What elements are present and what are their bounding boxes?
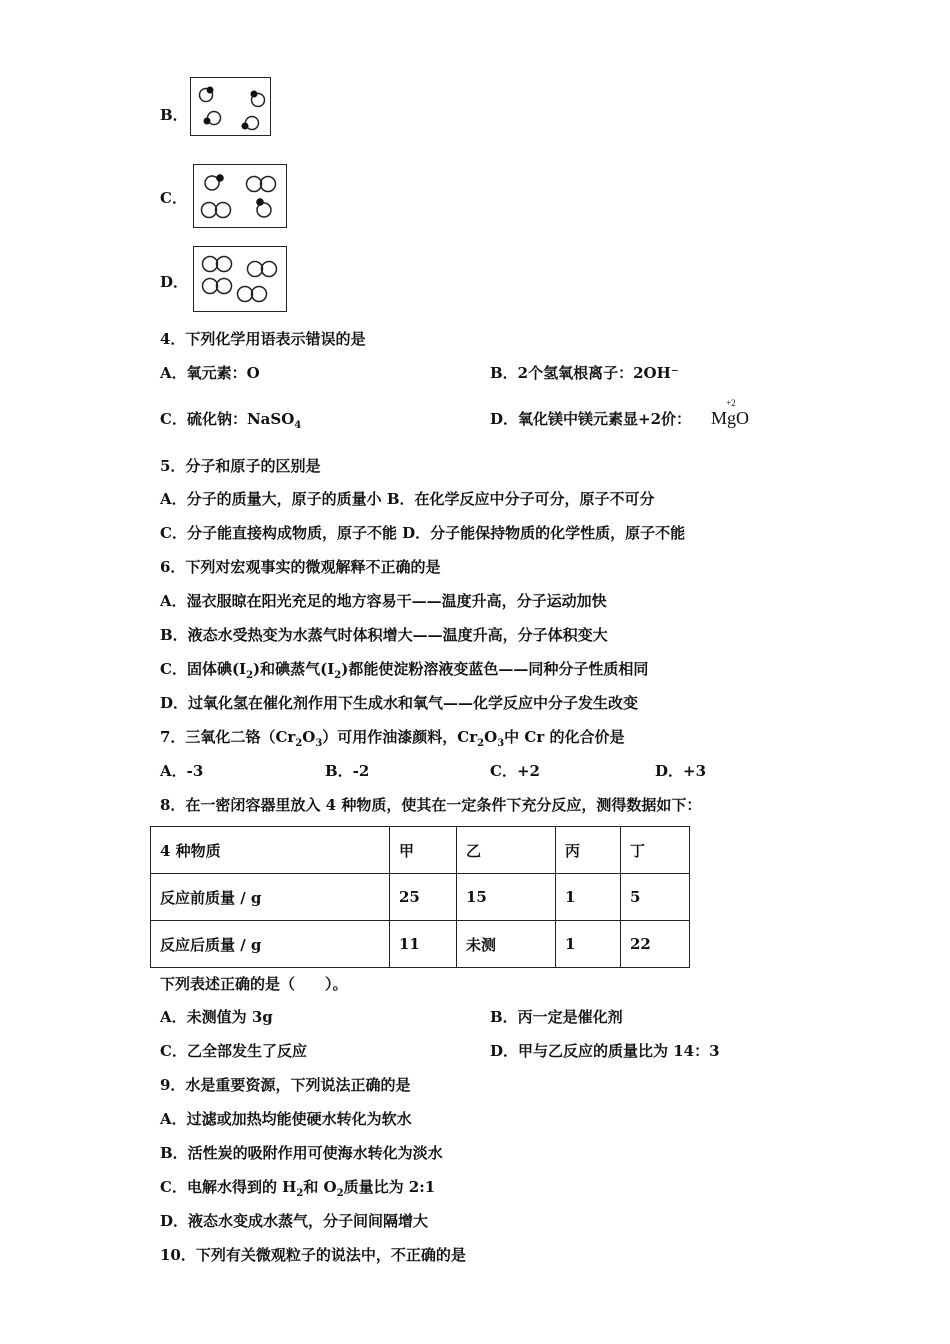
q6-c-sub2: 2: [334, 670, 342, 681]
q7-option-a: A．-3: [160, 762, 204, 780]
table-header-cell: 丁: [621, 827, 690, 874]
q9-stem: 9．水是重要资源，下列说法正确的是: [160, 1076, 411, 1094]
q4-option-a: A．氧元素：O: [160, 364, 260, 382]
q7-stem-sub3: 2: [477, 738, 485, 749]
q7-stem-p2: O: [302, 728, 316, 746]
q10-stem: 10．下列有关微观粒子的说法中，不正确的是: [160, 1246, 466, 1264]
q5-options-cd: C．分子能直接构成物质，原子不能 D．分子能保持物质的化学性质，原子不能: [160, 524, 686, 542]
q9-option-c: [160, 1177, 435, 1204]
q6-option-c: [160, 659, 648, 686]
q9-c-part3: 质量比为 2:1: [343, 1178, 436, 1196]
q8-option-a: A．未测值为 3g: [160, 1008, 273, 1026]
table-header-row: [151, 827, 690, 874]
table-cell: 22: [621, 921, 690, 968]
q8-data-table: [150, 826, 690, 968]
particle-diagram-b-icon: [191, 78, 271, 136]
q6-c-part1: C．固体碘(I: [160, 660, 247, 678]
q6-c-part2: )和碘蒸气(I: [253, 660, 335, 678]
q5-options-ab: A．分子的质量大，原子的质量小 B．在化学反应中分子可分，原子不可分: [160, 490, 655, 508]
table-row: [151, 874, 690, 921]
q7-stem-p4: O: [484, 728, 498, 746]
q9-c-part2: 和 O: [303, 1178, 337, 1196]
q4-option-c-text: C．硫化钠：NaSO: [160, 410, 295, 428]
option-b-label: B．: [160, 106, 188, 124]
option-c-particle-diagram: [193, 164, 287, 228]
q4-option-c: [160, 409, 301, 436]
q7-option-c: C．+2: [490, 762, 540, 780]
q6-stem: 6．下列对宏观事实的微观解释不正确的是: [160, 558, 441, 576]
q7-stem-sub4: 3: [497, 738, 505, 749]
q8-option-b: B．丙一定是催化剂: [490, 1008, 623, 1026]
table-header-cell: 丙: [556, 827, 621, 874]
q6-c-part3: )都能使淀粉溶液变蓝色——同种分子性质相同: [341, 660, 649, 678]
q8-stem: 8．在一密闭容器里放入 4 种物质，使其在一定条件下充分反应，测得数据如下：: [160, 796, 702, 814]
q9-option-d: D．液态水变成水蒸气，分子间间隔增大: [160, 1212, 429, 1230]
q7-option-d: D．+3: [655, 762, 707, 780]
table-cell: 11: [390, 921, 457, 968]
q9-c-sub1: 2: [296, 1188, 304, 1199]
q7-stem-sub1: 2: [295, 738, 303, 749]
q7-stem-p5: 中 Cr 的化合价是: [504, 728, 625, 746]
q8-option-d: D．甲与乙反应的质量比为 14：3: [490, 1042, 720, 1060]
q9-option-b: B．活性炭的吸附作用可使海水转化为淡水: [160, 1144, 443, 1162]
table-cell: 5: [621, 874, 690, 921]
table-cell: 15: [457, 874, 556, 921]
q5-stem: 5．分子和原子的区别是: [160, 457, 321, 475]
q8-prompt: 下列表述正确的是（ ）。: [160, 975, 348, 993]
q7-option-b: B．-2: [325, 762, 370, 780]
q4-option-c-subscript: 4: [294, 420, 302, 431]
table-row: [151, 921, 690, 968]
table-cell: 1: [556, 874, 621, 921]
table-cell: 1: [556, 921, 621, 968]
q7-stem: [160, 727, 624, 754]
q8-option-c: C．乙全部发生了反应: [160, 1042, 307, 1060]
q9-option-a: A．过滤或加热均能使硬水转化为软水: [160, 1110, 412, 1128]
table-cell: 未测: [457, 921, 556, 968]
table-header-cell: 乙: [457, 827, 556, 874]
table-cell: 反应后质量 / g: [151, 921, 390, 968]
q6-option-b: B．液态水受热变为水蒸气时体积增大——温度升高，分子体积变大: [160, 626, 608, 644]
table-cell: 25: [390, 874, 457, 921]
q9-c-sub2: 2: [336, 1188, 344, 1199]
table-cell: 反应前质量 / g: [151, 874, 390, 921]
particle-diagram-d-icon: [194, 247, 287, 312]
q7-stem-p3: ）可用作油漆颜料，Cr: [322, 728, 478, 746]
option-c-label: C．: [160, 189, 187, 207]
q4-option-d-charge: +2: [726, 398, 736, 408]
q6-c-sub1: 2: [246, 670, 254, 681]
q4-option-d-formula: MgO: [711, 408, 750, 428]
table-header-cell: 甲: [390, 827, 457, 874]
q7-stem-sub2: 3: [315, 738, 323, 749]
option-b-particle-diagram: [190, 77, 271, 136]
q7-stem-p1: 7．三氧化二铬（Cr: [160, 728, 296, 746]
q4-option-b: B．2个氢氧根离子：2OH⁻: [490, 364, 679, 382]
q4-stem: 4．下列化学用语表示错误的是: [160, 330, 366, 348]
q6-option-d: D．过氧化氢在催化剂作用下生成水和氧气——化学反应中分子发生改变: [160, 694, 639, 712]
option-d-label: D．: [160, 273, 189, 291]
table-header-cell: 4 种物质: [151, 827, 390, 874]
q9-c-part1: C．电解水得到的 H: [160, 1178, 297, 1196]
q4-option-d: D．氧化镁中镁元素显+2价：: [490, 410, 692, 428]
particle-diagram-c-icon: [194, 165, 287, 228]
q6-option-a: A．湿衣服晾在阳光充足的地方容易干——温度升高，分子运动加快: [160, 592, 607, 610]
option-d-particle-diagram: [193, 246, 287, 312]
